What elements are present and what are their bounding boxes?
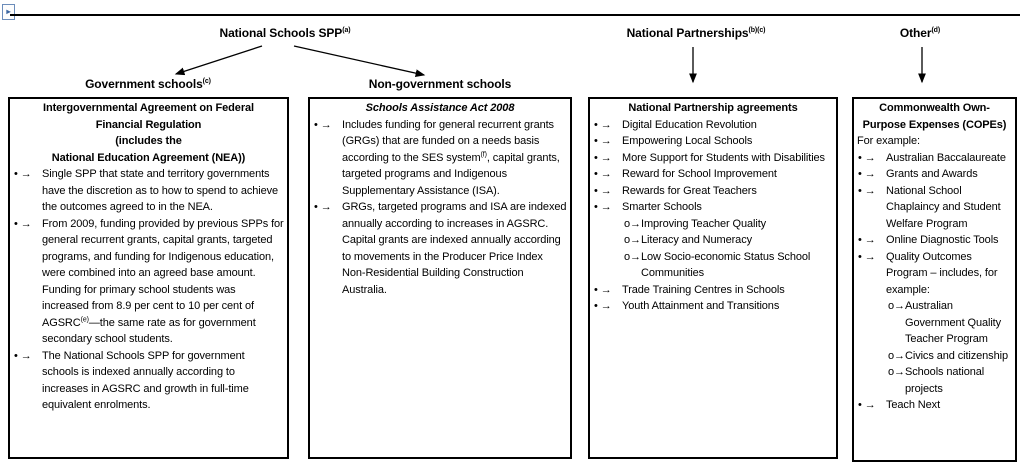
heading-label: National Partnerships (626, 26, 749, 40)
sub-bullet-item (854, 364, 1015, 397)
heading-national-partnerships (591, 26, 801, 40)
sub-bullet-arrow-icon: o→ (888, 300, 905, 312)
bullet-arrow-icon: • → (14, 349, 32, 362)
sub-bullet-item (590, 216, 836, 233)
heading-label: Non-government schools (368, 77, 512, 91)
box-title-line: Intergovernmental Agreement on Federal (43, 102, 254, 114)
sub-bullet-arrow-icon: o→ (624, 217, 641, 230)
bullet-arrow-icon: • → (14, 217, 32, 230)
bullet-item (590, 117, 836, 134)
heading-footnote: (d) (931, 27, 941, 34)
bullet-arrow-icon: • → (594, 201, 612, 213)
bullet-arrow-icon: • → (858, 168, 876, 180)
bullet-item (590, 183, 836, 200)
bullet-item (10, 166, 287, 216)
bullet-arrow-icon: • → (858, 234, 876, 246)
bullet-item (854, 232, 1015, 249)
bullet-text: Civics and citizenship (905, 349, 1008, 362)
bullet-text: Australian Government Quality Teacher Program (905, 300, 1002, 345)
bullet-text: Teach Next (886, 399, 941, 411)
bullet-item (590, 298, 836, 315)
bullet-arrow-icon: • → (314, 201, 332, 213)
bullet-item (854, 397, 1015, 414)
box-title (590, 99, 836, 117)
box-title-line: (includes the (115, 135, 182, 147)
bullet-text: Quality Outcomes Program – includes, for example: (886, 250, 998, 296)
bullet-text: GRGs, targeted programs and ISA are indexed annually according to increases in AGSRC. Capital grants are indexed annually according to movements in the Producer Price Index Non-Residential Building Construction Australia. (342, 201, 567, 296)
bullet-text: Digital Education Revolution (622, 118, 757, 131)
heading-national-schools-spp (180, 26, 390, 40)
bullet-item (10, 216, 287, 348)
bullet-arrow-icon: • → (594, 300, 612, 312)
box-title-line: National Education Agreement (NEA)) (51, 151, 246, 164)
bullet-text: Improving Teacher Quality (641, 217, 767, 230)
bullet-arrow-icon: • → (858, 399, 876, 411)
bullet-text: Rewards for Great Teachers (622, 184, 757, 197)
sub-bullet-item (854, 348, 1015, 365)
bullet-text: Australian Baccalaureate (886, 151, 1006, 164)
box-pre-text: For example: (857, 135, 920, 147)
box-title (854, 99, 1015, 133)
bullet-arrow-icon: • → (314, 118, 332, 131)
bullet-text: Reward for School Improvement (622, 168, 777, 180)
heading-other (860, 26, 980, 40)
box-bullet-list (854, 150, 1015, 414)
heading-label: National Schools SPP (219, 26, 343, 40)
sub-bullet-arrow-icon: o→ (624, 234, 641, 246)
box-title-line: Financial Regulation (95, 118, 202, 131)
bullet-arrow-icon: • → (594, 135, 612, 147)
heading-label: Government schools (85, 77, 203, 91)
bullet-item (590, 199, 836, 216)
bullet-arrow-icon: • → (594, 118, 612, 131)
box-non-government-schools (308, 97, 572, 459)
object-anchor-icon[interactable]: ▸ (2, 4, 15, 20)
bullet-arrow-icon: • → (594, 168, 612, 180)
bullet-item (854, 183, 1015, 233)
bullet-text: Low Socio-economic Status School Communities (641, 250, 811, 279)
footnote-superscript: (e) (80, 315, 89, 323)
bullet-item (854, 249, 1015, 299)
bullet-arrow-icon: • → (858, 151, 876, 164)
box-title-line: Schools Assistance Act 2008 (365, 102, 515, 114)
heading-government-schools (48, 77, 248, 91)
bullet-arrow-icon: • → (594, 184, 612, 197)
bullet-text: Empowering Local Schools (622, 135, 753, 147)
sub-bullet-item (590, 249, 836, 282)
bullet-item (590, 133, 836, 150)
bullet-item (310, 117, 570, 200)
bullet-text: Smarter Schools (622, 201, 702, 213)
box-title-line: National Partnership agreements (628, 102, 798, 114)
box-title (10, 99, 287, 166)
bullet-item (590, 282, 836, 299)
box-bullet-list (310, 117, 570, 299)
bullet-text: Youth Attainment and Transitions (622, 300, 780, 312)
box-government-schools (8, 97, 289, 459)
bullet-arrow-icon: • → (594, 283, 612, 296)
bullet-text: Schools national projects (905, 366, 985, 395)
box-national-partnership-agreements (588, 97, 838, 459)
sub-bullet-arrow-icon: o→ (888, 366, 905, 378)
box-bullet-list (10, 166, 287, 414)
bullet-text: Online Diagnostic Tools (886, 234, 999, 246)
bullet-text: More Support for Students with Disabilities (622, 151, 825, 164)
bullet-arrow-icon: • → (858, 184, 876, 197)
box-title (310, 99, 570, 117)
sub-bullet-item (854, 298, 1015, 348)
footnote-superscript: (f) (480, 150, 487, 158)
heading-footnote: (b)(c) (748, 27, 766, 34)
bullet-item (590, 150, 836, 167)
box-title-line: Purpose Expenses (COPEs) (862, 118, 1007, 131)
bullet-arrow-icon: • → (594, 151, 612, 164)
heading-non-government-schools (340, 77, 540, 91)
heading-footnote: (c) (202, 78, 211, 85)
sub-bullet-arrow-icon: o→ (624, 250, 641, 263)
bullet-item (590, 166, 836, 183)
sub-bullet-item (590, 232, 836, 249)
bullet-text: Grants and Awards (886, 168, 978, 180)
bullet-text: National School Chaplaincy and Student Welfare Program (886, 184, 1001, 230)
bullet-text: Single SPP that state and territory governments have the discretion as to how to spend to achieve the outcomes agreed to in the NEA. (42, 168, 279, 213)
box-title-line: Commonwealth Own- (879, 102, 990, 114)
bullet-item (310, 199, 570, 298)
bullet-arrow-icon: • → (14, 168, 32, 180)
bullet-text: Trade Training Centres in Schools (622, 283, 785, 296)
sub-bullet-arrow-icon: o→ (888, 349, 905, 362)
bullet-item (10, 348, 287, 414)
bullet-text: Includes funding for general recurrent grants (GRGs) that are funded on a needs basis according to the SES system$^{(f)}$, capital grants, targeted programs and Indigenous Supplementary Assistance (ISA). (342, 118, 560, 197)
bullet-text: From 2009, funding provided by previous SPPs for general recurrent grants, capital grants, targeted programs, and funding for Indigenous education, were combined into an agreed base amount. Funding for primary school students was increased from 8.9 per cent to 10 per cent of AGSRC$^{(e)}$—the same rate as for government secondary school students. (42, 217, 284, 345)
box-bullet-list (590, 117, 836, 315)
top-divider (10, 14, 1020, 16)
bullet-text: The National Schools SPP for government schools is indexed annually according to increases in AGSRC and growth in full-time equivalent enrolments. (42, 349, 249, 411)
bullet-text: Literacy and Numeracy (641, 234, 753, 246)
arrow-spp-to-government (176, 46, 262, 74)
heading-footnote: (a) (342, 27, 351, 34)
heading-label: Other (899, 26, 932, 40)
box-commonwealth-own-purpose-expenses (852, 97, 1017, 462)
bullet-item (854, 166, 1015, 183)
bullet-arrow-icon: • → (858, 250, 876, 263)
arrow-spp-to-non-government (294, 46, 424, 75)
bullet-item (854, 150, 1015, 167)
